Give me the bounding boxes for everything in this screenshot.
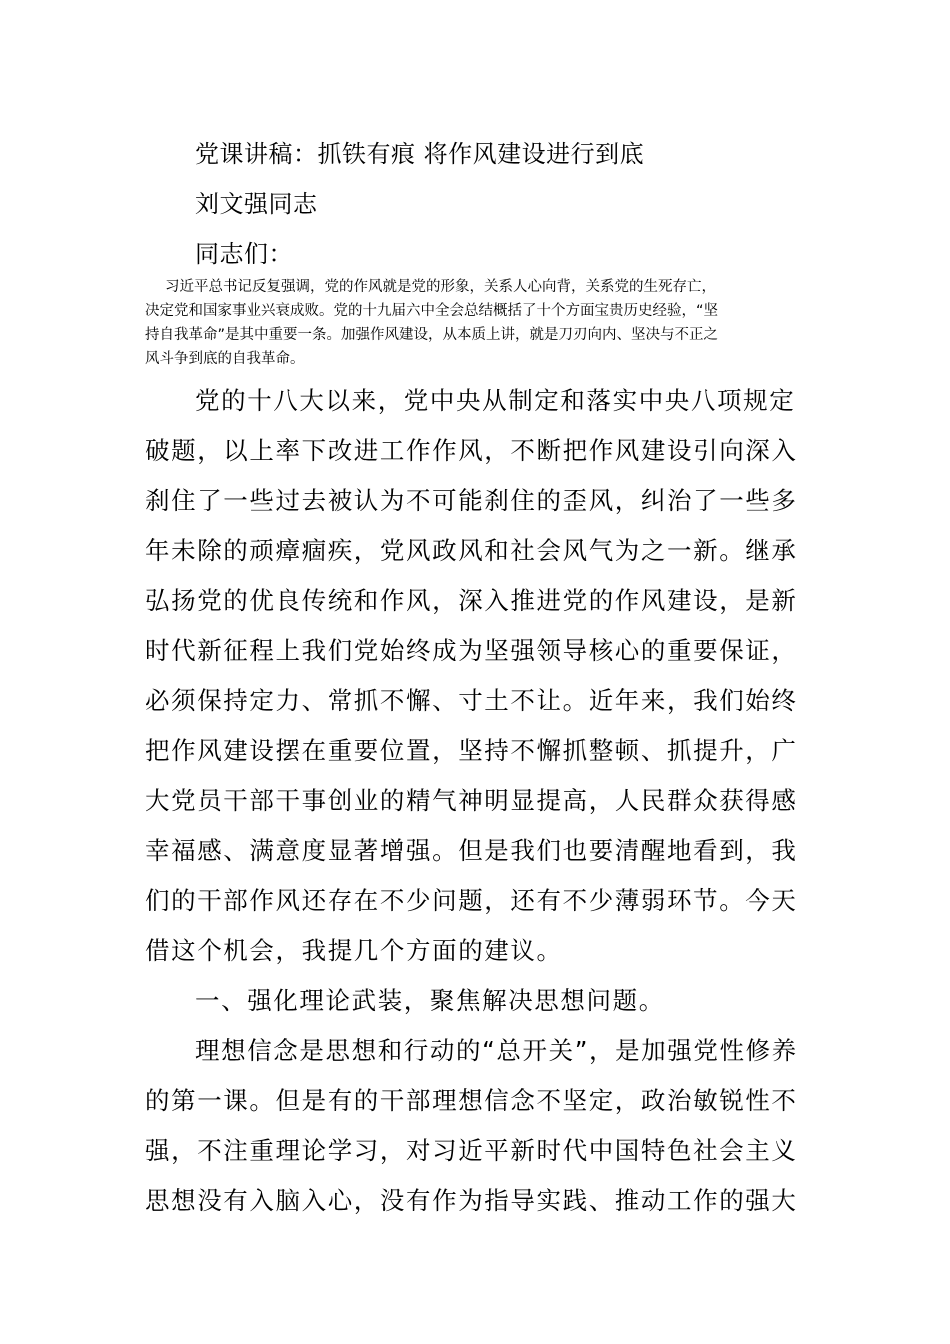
intro-line: 决定党和国家事业兴衰成败。党的十九届六中全会总结概括了十个方面宝贵历史经验，“坚: [145, 303, 719, 319]
body-line: 弘扬党的优良传统和作风，深入推进党的作风建设，是新: [145, 586, 798, 615]
body-line: 的第一课。但是有的干部理想信念不坚定，政治敏锐性不: [145, 1086, 798, 1115]
document-title: 党课讲稿：抓铁有痕 将作风建设进行到底: [195, 140, 645, 168]
body-line: 思想没有入脑入心，没有作为指导实践、推动工作的强大: [145, 1186, 798, 1215]
intro-line: 风斗争到底的自我革命。: [145, 351, 305, 367]
body-line: 强，不注重理论学习，对习近平新时代中国特色社会主义: [145, 1136, 798, 1165]
body-line: 借这个机会，我提几个方面的建议。: [145, 936, 563, 965]
body-line: 破题，以上率下改进工作作风，不断把作风建设引向深入: [145, 436, 798, 465]
body-line: 必须保持定力、常抓不懈、寸土不让。近年来，我们始终: [145, 686, 798, 715]
body-line: 刹住了一些过去被认为不可能刹住的歪风，纠治了一些多: [145, 486, 798, 515]
body-line: 理想信念是思想和行动的“总开关”，是加强党性修养: [195, 1036, 798, 1065]
document-author: 刘文强同志: [195, 190, 318, 218]
body-line: 大党员干部干事创业的精气神明显提高，人民群众获得感: [145, 786, 798, 815]
intro-line: 习近平总书记反复强调，党的作风就是党的形象，关系人心向背，关系党的生死存亡，: [165, 279, 716, 295]
body-line: 年未除的顽瘴痼疾，党风政风和社会风气为之一新。继承: [145, 536, 798, 565]
body-line: 幸福感、满意度显著增强。但是我们也要清醒地看到，我: [145, 836, 798, 865]
greeting: 同志们：: [195, 240, 293, 268]
body-line: 时代新征程上我们党始终成为坚强领导核心的重要保证，: [145, 636, 798, 665]
section-heading: 一、强化理论武装，聚焦解决思想问题。: [195, 986, 665, 1015]
body-line: 们的干部作风还存在不少问题，还有不少薄弱环节。今天: [145, 886, 798, 915]
body-line: 党的十八大以来，党中央从制定和落实中央八项规定: [195, 386, 796, 415]
body-line: 把作风建设摆在重要位置，坚持不懈抓整顿、抓提升，广: [145, 736, 798, 765]
intro-line: 持自我革命”是其中重要一条。加强作风建设，从本质上讲，就是刀刃向内、坚决与不正之: [145, 327, 719, 343]
